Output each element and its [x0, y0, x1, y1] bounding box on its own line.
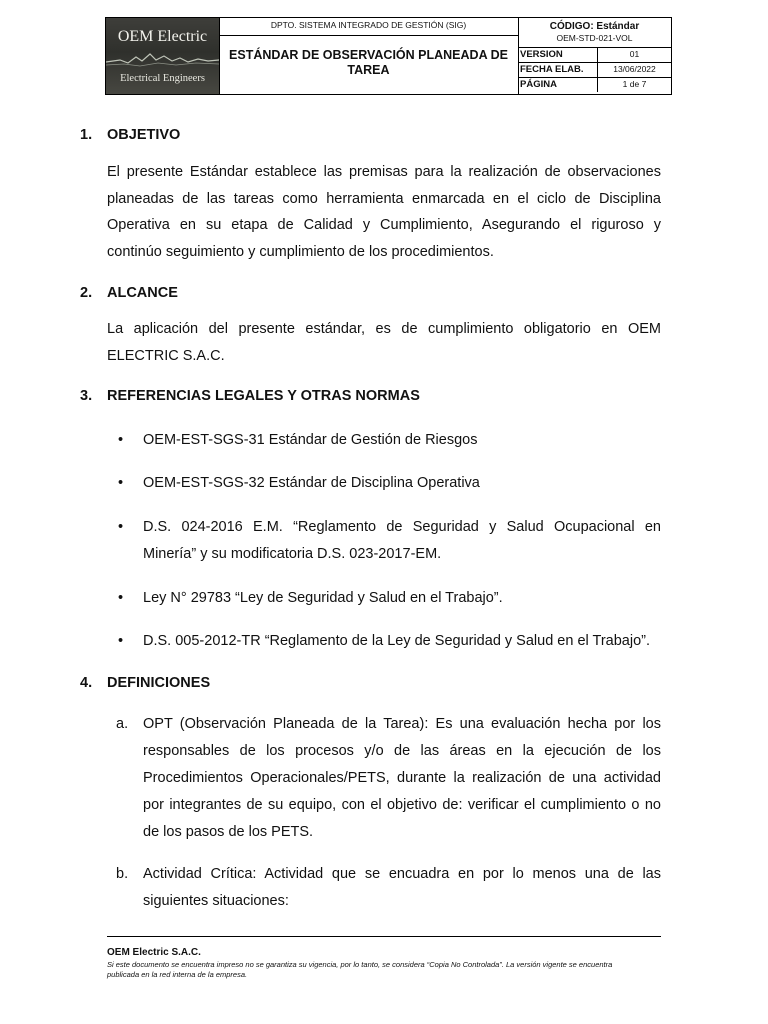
item-letter: a.	[116, 716, 129, 732]
section-number: 3.	[80, 388, 93, 404]
page-row	[518, 78, 671, 92]
document-header	[105, 17, 672, 95]
footer-disclaimer-line: Si este documento se encuentra impreso no se garantiza su vigencia, por lo tanto, se considera “Copia No Controlada”. La versión vigente se encuentra	[107, 960, 613, 969]
logo-subtitle: Electrical Engineers	[120, 73, 205, 84]
bullet-icon: •	[118, 519, 124, 535]
list-item	[118, 427, 661, 454]
section-number: 1.	[80, 127, 93, 143]
date-row	[518, 63, 671, 78]
footer-divider	[107, 936, 661, 937]
definition-line: por integrantes de su equipo, con el objetivo de: verificar el cumplimiento o no	[143, 797, 661, 813]
paragraph-line: planeadas de las tareas como herramienta enmarcada en el ciclo de Disciplina	[107, 190, 661, 207]
list-item	[118, 628, 661, 655]
paragraph-line: continúo seguimiento y cumplimiento de los procedimientos.	[107, 243, 494, 260]
bullet-text: OEM-EST-SGS-32 Estándar de Disciplina Operativa	[143, 475, 480, 491]
definition-line: responsables de los procesos y/o de las áreas en la ejecución de los	[143, 743, 661, 759]
code-cell	[518, 20, 671, 48]
date-label: FECHA ELAB.	[518, 63, 598, 77]
section-heading-referencias	[80, 388, 420, 404]
header-meta-cell	[518, 18, 671, 94]
version-label: VERSION	[518, 48, 598, 62]
paragraph-line: ELECTRIC S.A.C.	[107, 347, 225, 364]
item-letter: b.	[116, 866, 129, 882]
lightning-wave-icon	[106, 48, 219, 70]
section-title: DEFINICIONES	[107, 675, 211, 691]
version-row	[518, 48, 671, 63]
company-logo	[106, 18, 220, 94]
bullet-text: D.S. 005-2012-TR “Reglamento de la Ley de Seguridad y Salud en el Trabajo”.	[143, 633, 650, 649]
bullet-icon: •	[118, 432, 124, 448]
definition-item	[116, 861, 661, 915]
footer-disclaimer-line: publicada en la red interna de la empresa.	[107, 970, 248, 979]
list-item	[118, 585, 661, 612]
page-value: 1 de 7	[622, 79, 647, 89]
bullet-icon: •	[118, 475, 124, 491]
document-title: ESTÁNDAR DE OBSERVACIÓN PLANEADA DE TAREA	[229, 48, 508, 77]
list-item	[118, 470, 661, 497]
objetivo-paragraph	[107, 159, 661, 265]
section-number: 2.	[80, 285, 93, 301]
alcance-paragraph	[107, 316, 661, 369]
definition-line: Procedimientos Operacionales/PETS, durante la realización de una actividad	[143, 770, 661, 786]
section-number: 4.	[80, 675, 93, 691]
section-title: ALCANCE	[107, 285, 178, 301]
bullet-text: OEM-EST-SGS-31 Estándar de Gestión de Riesgos	[143, 432, 478, 448]
section-title: OBJETIVO	[107, 127, 181, 143]
logo-title: OEM Electric	[117, 28, 208, 45]
paragraph-line: La aplicación del presente estándar, es de cumplimiento obligatorio en OEM	[107, 321, 661, 337]
department-label: DPTO. SISTEMA INTEGRADO DE GESTIÓN (SIG)	[219, 18, 518, 36]
bullet-text: Minería” y su modificatoria D.S. 023-2017-EM.	[143, 546, 442, 562]
footer-disclaimer	[107, 960, 667, 980]
definition-item	[116, 711, 661, 846]
bullet-icon: •	[118, 590, 124, 606]
definition-line: Actividad Crítica: Actividad que se encuadra en por lo menos una de las	[143, 866, 661, 882]
paragraph-line: Operativa en su etapa de Calidad y Cumplimiento, Asegurando el riguroso y	[107, 217, 661, 233]
definition-line: de los pasos de los PETS.	[143, 824, 314, 840]
version-value: 01	[629, 49, 640, 59]
code-label: CÓDIGO: Estándar	[549, 21, 640, 32]
section-heading-definiciones	[80, 675, 210, 691]
list-item	[118, 514, 661, 568]
footer-company: OEM Electric S.A.C.	[107, 947, 201, 958]
section-heading-objetivo	[80, 127, 180, 143]
bullet-text: Ley N° 29783 “Ley de Seguridad y Salud en el Trabajo”.	[143, 590, 503, 606]
bullet-icon: •	[118, 633, 124, 649]
section-title: REFERENCIAS LEGALES Y OTRAS NORMAS	[107, 388, 420, 404]
date-value: 13/06/2022	[613, 64, 656, 74]
definition-line: siguientes situaciones:	[143, 893, 289, 909]
code-value: OEM-STD-021-VOL	[556, 33, 633, 43]
section-heading-alcance	[80, 285, 178, 301]
header-title-cell	[219, 18, 519, 94]
bullet-text: D.S. 024-2016 E.M. “Reglamento de Seguridad y Salud Ocupacional en	[143, 519, 661, 535]
page-label: PÁGINA	[518, 78, 598, 92]
definition-line: OPT (Observación Planeada de la Tarea): Es una evaluación hecha por los	[143, 716, 661, 732]
paragraph-line: El presente Estándar establece las premisas para la realización de observaciones	[107, 164, 661, 180]
